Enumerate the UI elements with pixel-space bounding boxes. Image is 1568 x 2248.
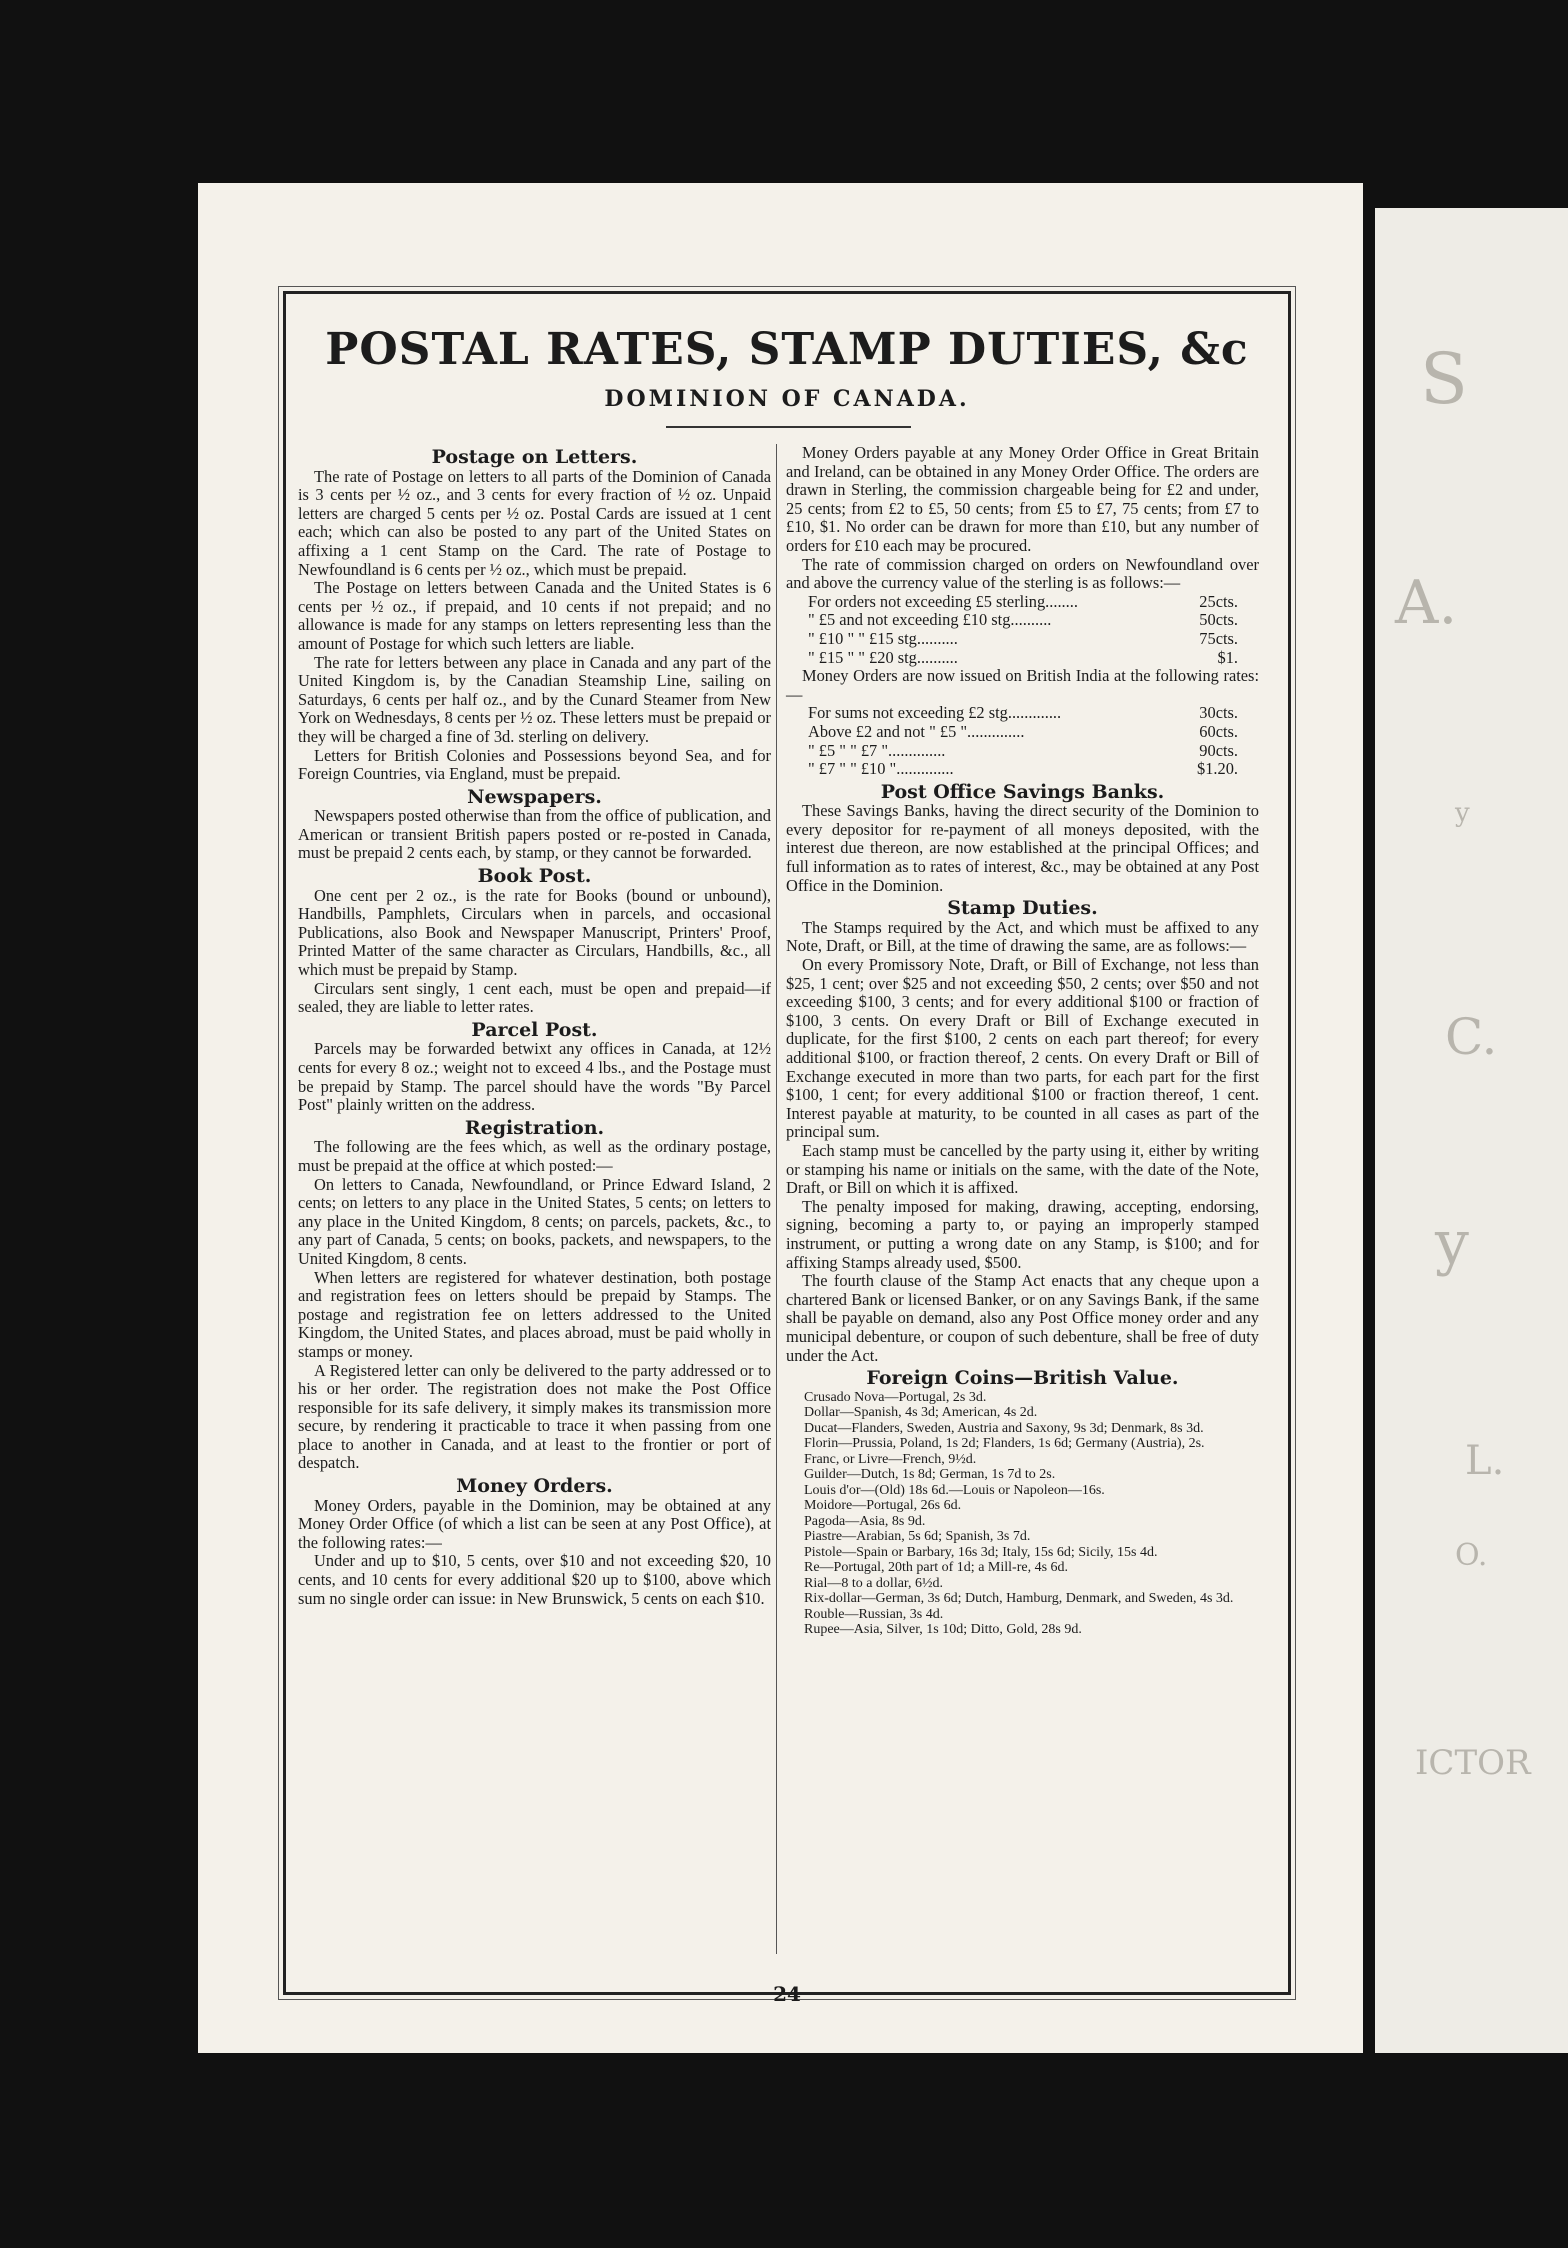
section-stamp-duties [786,899,1259,1365]
paragraph: A Registered letter can only be delivered to the party addressed or to his or her order. The registration does not make the Post Office responsible for its safe delivery, it simply makes its transmission more secure, by rendering it practicable to trace it when passing from one place to another in Canada, and at least to the frontier or port of despatch. [298,1360,771,1473]
paragraph: The rate of Postage on letters to all parts of the Dominion of Canada is 3 cents per ½ oz., and 3 cents for every fraction of ½ oz. Unpaid letters are charged 5 cents per ½ oz. Postal Cards are issued at 1 cent each; which can also be posted to any part of the United States on affixing a 1 cent Stamp on the Card. The rate of Postage to Newfoundland is 6 cents per ½ oz., which must be prepaid. [298,466,771,579]
section-postage-on-letters [298,448,771,784]
list-item: Crusado Nova—Portugal, 2s 3d. [804,1389,987,1405]
section-heading: Newspapers. [467,785,602,808]
paragraph: The penalty imposed for making, drawing, accepting, endorsing, signing, becoming a party to, or paying an improperly stamped instrument, or putting a wrong date on any Stamp, is $100; and for affixing Stamps already used, $500. [786,1196,1259,1272]
rate-value: 30cts. [1199,703,1238,723]
section-book-post [298,867,771,1017]
column-divider [776,444,777,1954]
list-item: Rix-dollar—German, 3s 6d; Dutch, Hamburg, Denmark, and Sweden, 4s 3d. [804,1591,1234,1607]
rate-label: " £5 " " £7 ".............. [808,740,946,760]
paragraph: The following are the fees which, as well as the ordinary postage, must be prepaid at the office at which posted:— [298,1137,771,1175]
paragraph: Parcels may be forwarded betwixt any offices in Canada, at 12½ cents for every 8 oz.; weight not to exceed 4 lbs., and the Postage must be prepaid by Stamp. The parcel should have the words "By Parcel Post" plainly written on the address. [298,1039,771,1115]
rate-value: $1.20. [1197,759,1238,779]
list-item: Rouble—Russian, 3s 4d. [804,1606,944,1622]
section-heading: Postage on Letters. [431,446,638,468]
list-item: Pistole—Spain or Barbary, 16s 3d; Italy, 15s 6d; Sicily, 15s 4d. [804,1544,1158,1560]
coin-list [804,1390,1259,1638]
section-registration [298,1116,771,1473]
list-item: Rial—8 to a dollar, 6½d. [804,1575,944,1591]
rate-value: 25cts. [1199,591,1238,611]
paragraph: These Savings Banks, having the direct security of the Dominion to every depositor for re-payment of all moneys deposited, with the interest due thereon, are now established at the principal Offices; and full information as to rates of interest, &c., may be obtained at any Post Office in the Dominion. [786,801,1259,895]
paragraph: Newspapers posted otherwise than from the office of publication, and American or transient British papers posted or re-posted in Canada, must be prepaid 2 cents each, by stamp, or they cannot be forwarded. [298,806,771,863]
paragraph: Under and up to $10, 5 cents, over $10 and not exceeding $20, 10 cents, and 10 cents for every additional $20 up to $100, above which sum no single order can issue: in New Brunswick, 5 cents on each $10. [298,1551,771,1608]
section-heading: Post Office Savings Banks. [880,780,1165,803]
rate-label: " £15 " " £20 stg.......... [808,647,958,667]
document-page [198,183,1363,2053]
list-item: Re—Portugal, 20th part of 1d; a Mill-re, 4s 6d. [804,1560,1069,1576]
paragraph: The Stamps required by the Act, and which must be affixed to any Note, Draft, or Bill, at the time of drawing the same, are as follows:— [786,917,1259,956]
list-item: Louis d'or—(Old) 18s 6d.—Louis or Napoleon—16s. [804,1482,1105,1498]
rate-label: For orders not exceeding £5 sterling........ [808,591,1078,611]
table-row [808,630,1238,649]
paragraph: Money Orders payable at any Money Order Office in Great Britain and Ireland, can be obtained in any Money Order Office. The orders are drawn in Sterling, the commission chargeable being for £2 and under, 25 cents; from £2 to £5, 50 cents; from £5 to £7, 75 cents; from £7 to £10, $1. No order can be drawn for more than £10, but any number of orders for £10 each may be procured. [786,443,1259,555]
section-newspapers [298,785,771,863]
rate-label: " £5 and not exceeding £10 stg.......... [808,610,1052,630]
table-row [808,760,1238,779]
page-number: 24 [773,1982,801,2006]
rate-label: " £7 " " £10 ".............. [808,759,954,779]
india-rate-table [808,704,1238,778]
section-heading: Money Orders. [456,1475,613,1498]
rate-label: Above £2 and not " £5 ".............. [808,721,1025,741]
newfoundland-rate-table [808,593,1238,667]
title-rule [666,426,911,428]
paragraph: On every Promissory Note, Draft, or Bill of Exchange, not less than $25, 1 cent; over $25 and not exceeding $50, 2 cents; over $50 and not exceeding $100, 3 cents; and for every additional $100 or fraction of $100, 3 cents. On every Draft or Bill of Exchange executed in duplicate, for the first $100, 2 cents on each part thereof; for every additional $100, or fraction thereof, 2 cents. On every Draft or Bill of Exchange executed in more than two parts, for each part for the first $100, 1 cent; for every additional $100 or fraction thereof, 1 cent. Interest payable at maturity, to be counted in all cases as part of the principal sum. [786,955,1259,1142]
paragraph: Each stamp must be cancelled by the party using it, either by writing or stamping his name or initials on the same, with the date of the Note, Draft, or Bill on which it is affixed. [786,1140,1259,1198]
section-money-orders [298,1477,771,1608]
section-heading: Parcel Post. [471,1018,598,1041]
list-item: Ducat—Flanders, Sweden, Austria and Saxony, 9s 3d; Denmark, 8s 3d. [804,1420,1204,1436]
adjacent-page-edge: S A. y C. y L. O. ICTOR [1375,208,1568,2053]
list-item: Guilder—Dutch, 1s 8d; German, 1s 7d to 2s. [804,1467,1056,1483]
paragraph: The Postage on letters between Canada and the United States is 6 cents per ½ oz., if prepaid, and 10 cents if not prepaid; and no allowance is made for any stamps on letters representing less than the amount of Postage for which such letters are liable. [298,578,771,653]
paragraph: The rate for letters between any place in Canada and any part of the United Kingdom is, by the Canadian Steamship Line, sailing on Saturdays, 6 cents per half oz., and by the Cunard Steamer from New York on Wednesdays, 8 cents per ½ oz. These letters must be prepaid or they will be charged a fine of 3d. sterling on delivery. [298,652,771,746]
table-row [808,649,1238,668]
table-row [808,593,1238,612]
rate-value: 50cts. [1199,610,1238,630]
section-heading: Registration. [464,1116,605,1139]
paragraph: One cent per 2 oz., is the rate for Books (bound or unbound), Handbills, Pamphlets, Circulars when in parcels, and occasional Publications, also Book and Newspaper Manuscript, Printers' Proof, Printed Matter of the same character as Circulars, Handbills, &c., all which must be prepaid by Stamp. [298,885,771,980]
rate-label: For sums not exceeding £2 stg............. [808,703,1062,723]
list-item: Piastre—Arabian, 5s 6d; Spanish, 3s 7d. [804,1529,1031,1545]
table-row [808,742,1238,761]
section-heading: Book Post. [477,865,592,888]
rate-label: " £10 " " £15 stg.......... [808,628,958,648]
paragraph: Money Orders are now issued on British India at the following rates:— [786,666,1259,704]
section-heading: Stamp Duties. [947,897,1098,920]
rate-value: 60cts. [1199,721,1238,741]
rate-value: 90cts. [1199,740,1238,760]
right-column [786,444,1259,1638]
list-item: Moidore—Portugal, 26s 6d. [804,1498,962,1514]
paragraph: When letters are registered for whatever destination, both postage and registration fees on letters should be prepaid by Stamps. The postage and registration fee on letters addressed to the United Kingdom, the United States, and places abroad, must be paid wholly in stamps or money. [298,1267,771,1361]
section-heading: Foreign Coins—British Value. [866,1367,1179,1390]
paragraph: Letters for British Colonies and Possessions beyond Sea, and for Foreign Countries, via England, must be prepaid. [298,745,771,784]
page-border [283,291,1291,2006]
paragraph: On letters to Canada, Newfoundland, or Prince Edward Island, 2 cents; on letters to any place in the United States, 5 cents; on letters to any place in the United Kingdom, 8 cents; on parcels, packets, &c., to any part of Canada, 5 cents; on books, packets, and newspapers, to the United Kingdom, 8 cents. [298,1174,771,1268]
paragraph: The fourth clause of the Stamp Act enacts that any cheque upon a chartered Bank or licensed Banker, or on any Savings Bank, if the same shall be payable on demand, also any Post Office money order and any municipal debenture, or coupon of such debenture, shall be free of duty under the Act. [786,1271,1259,1365]
page-title: POSTAL RATES, STAMP DUTIES, &c [325,324,1249,375]
section-savings-banks [786,780,1259,896]
paragraph: Circulars sent singly, 1 cent each, must be open and prepaid—if sealed, they are liable to letter rates. [298,978,771,1017]
list-item: Franc, or Livre—French, 9½d. [804,1451,977,1467]
section-foreign-coins [786,1369,1259,1638]
table-row [808,704,1238,723]
rate-value: $1. [1217,647,1238,667]
paragraph: The rate of commission charged on orders on Newfoundland over and above the currency value of the sterling is as follows:— [786,554,1259,593]
list-item: Rupee—Asia, Silver, 1s 10d; Ditto, Gold, 28s 9d. [804,1622,1082,1638]
list-item: Pagoda—Asia, 8s 9d. [804,1513,926,1529]
table-row [808,611,1238,630]
list-item: Florin—Prussia, Poland, 1s 2d; Flanders, 1s 6d; Germany (Austria), 2s. [804,1436,1205,1452]
rate-value: 75cts. [1199,628,1238,648]
list-item: Dollar—Spanish, 4s 3d; American, 4s 2d. [804,1405,1038,1421]
page-subtitle: DOMINION OF CANADA. [604,386,970,412]
left-column [298,444,771,1608]
table-row [808,723,1238,742]
paragraph: Money Orders, payable in the Dominion, may be obtained at any Money Order Office (of which a list can be seen at any Post Office), at the following rates:— [298,1495,771,1552]
section-parcel-post [298,1018,771,1115]
